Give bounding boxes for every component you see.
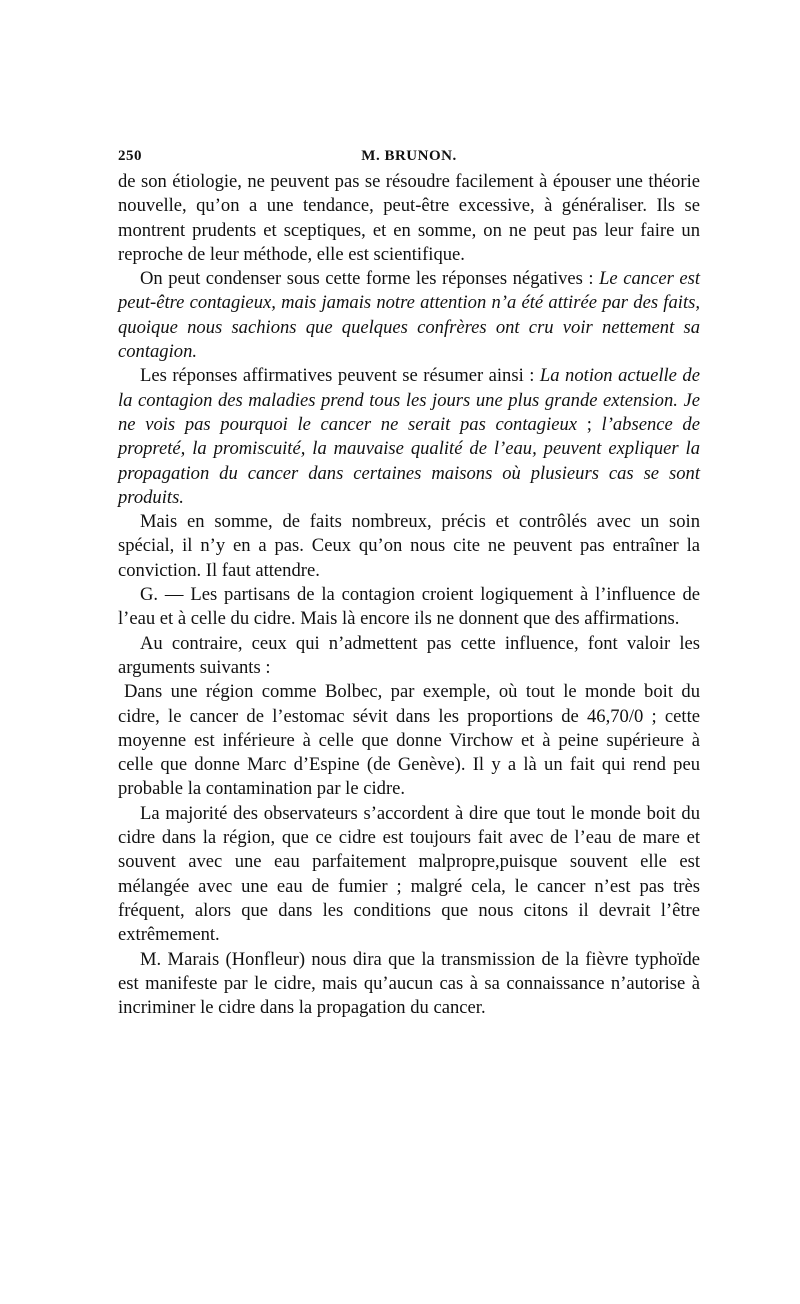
paragraph-majorite	[118, 802, 700, 948]
paragraph-reponses-affirmatives	[118, 364, 700, 510]
italic-quotation: Le cancer est peut-être contagieux, mais jamais notre attention n’a été attirée par des faits, quoique nous sachions que quelques confrères ont cru voir nettement sa contagion.	[118, 268, 700, 363]
paragraph-etiologie	[118, 170, 700, 267]
page-number: 250	[118, 148, 142, 164]
running-header	[118, 140, 700, 170]
italic-quotation: l’absence de propreté, la promiscuité, la mauvaise qualité de l’eau, peuvent expliquer la propagation du cancer dans certaines maisons où plusieurs cas se sont produits.	[118, 413, 700, 508]
paragraph-marais	[118, 948, 700, 1021]
paragraph-text: Mais en somme, de faits nombreux, précis et contrôlés avec un soin spécial, il n’y en a pas. Ceux qu’on nous cite ne peuvent pas entraîner la conviction. Il faut attendre.	[118, 511, 700, 581]
paragraph-text: M. Marais (Honfleur) nous dira que la transmission de la fièvre typhoïde est manifeste par le cidre, mais qu’aucun cas à sa connaissance n’autorise à incriminer le cidre dans la propagation du cancer.	[118, 948, 700, 1019]
paragraph-section-g	[118, 583, 700, 632]
paragraph-text: ;	[577, 413, 602, 435]
body-text	[118, 170, 700, 1020]
paragraph-text: G. — Les partisans de la contagion croient logiquement à l’influence de l’eau et à celle du cidre. Mais là encore ils ne donnent que des affirmations.	[118, 584, 700, 630]
running-title: M. BRUNON.	[361, 148, 457, 164]
paragraph-text: Dans une région comme Bolbec, par exemple, où tout le monde boit du cidre, le cancer de l’estomac sévit dans les proportions de 46,70/0 ; cette moyenne est inférieure à celle que donne Virchow et à peine supérieure à celle que donne Marc d’Espine (de Genève). Il y a là un fait qui rend peu probable la contamination par le cidre.	[118, 681, 700, 800]
paragraph-text: On peut condenser sous cette forme les réponses négatives :	[140, 268, 600, 290]
paragraph-text: Les réponses affirmatives peuvent se résumer ainsi :	[140, 365, 540, 387]
paragraph-text: de son étiologie, ne peuvent pas se résoudre facilement à épouser une théorie nouvelle, qu’on a une tendance, peut-être excessive, à généraliser. Ils se montrent prudents et sceptiques, et en somme, on ne peut pas leur faire un reproche de leur méthode, elle est scientifique.	[118, 171, 700, 265]
paragraph-text: La majorité des observateurs s’accordent à dire que tout le monde boit du cidre dans la région, que ce cidre est toujours fait avec de l’eau de mare et souvent avec une eau parfaitement malpropre,puisque souvent elle est mélangée avec une eau de fumier ; malgré cela, le cancer n’est pas très fréquent, alors que dans les conditions que nous citons il devrait l’être extrêmement.	[118, 802, 700, 946]
book-page	[118, 140, 700, 1020]
paragraph-au-contraire	[118, 632, 700, 681]
paragraph-reponses-negatives	[118, 267, 700, 364]
paragraph-bolbec	[118, 680, 700, 801]
italic-quotation: La notion actuelle de la contagion des maladies prend tous les jours une plus grande extension. Je ne vois pas pourquoi le cancer ne serait pas contagieux	[118, 365, 700, 435]
paragraph-text: Au contraire, ceux qui n’admettent pas cette influence, font valoir les arguments suivants :	[118, 632, 700, 678]
paragraph-mais-en-somme	[118, 510, 700, 583]
